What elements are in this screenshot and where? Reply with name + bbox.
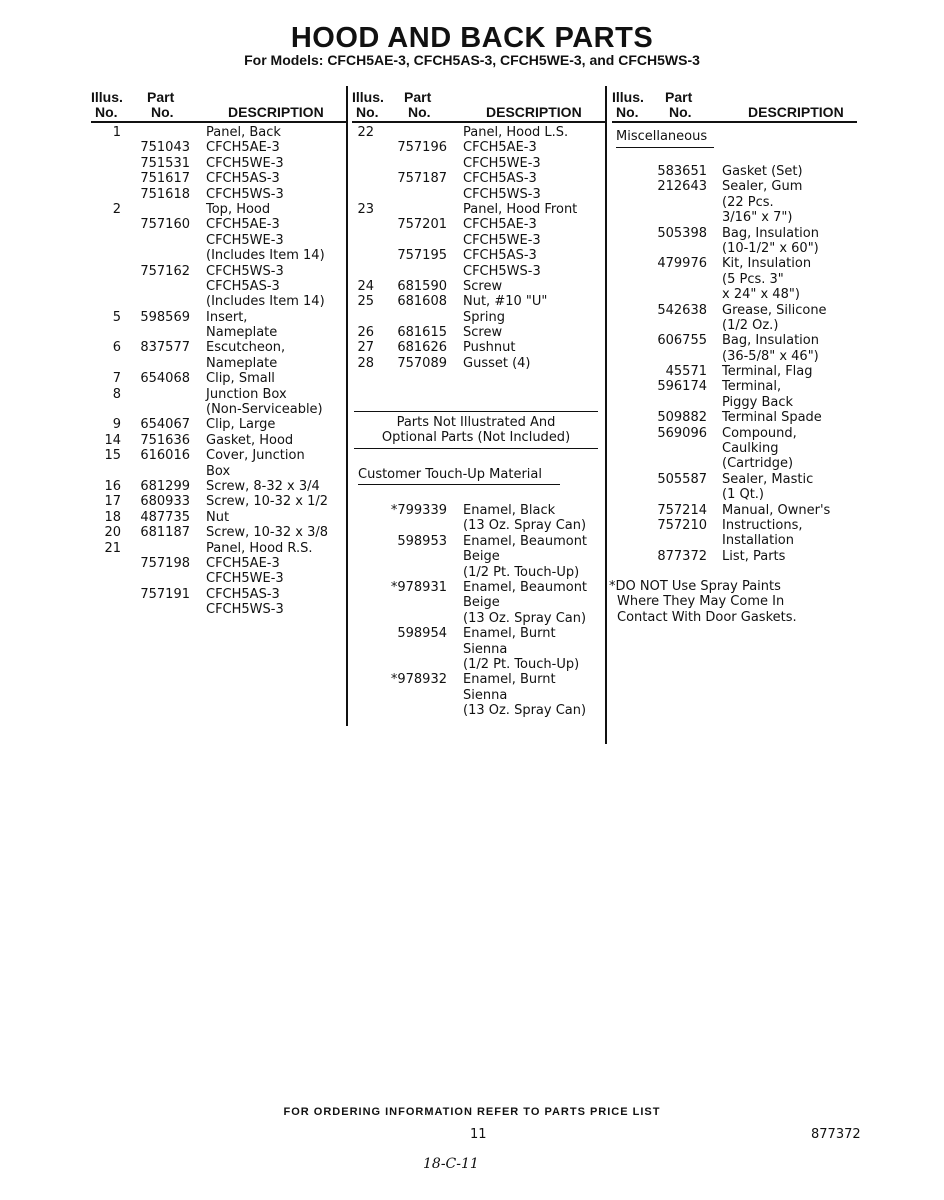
- part-description: Nameplate: [206, 355, 278, 371]
- page-title: HOOD AND BACK PARTS: [290, 22, 654, 54]
- parts-row: [91, 602, 345, 617]
- part-description: Screw: [463, 278, 503, 294]
- parts-row: [352, 140, 604, 155]
- parts-row: [352, 580, 604, 595]
- parts-row: [352, 279, 604, 294]
- part-description: Nameplate: [206, 325, 278, 341]
- part-number: 757201: [397, 217, 447, 233]
- touchup-list: [352, 503, 604, 718]
- parts-row: [352, 549, 604, 564]
- part-number: 680933: [140, 494, 190, 510]
- col3-description-header: DESCRIPTION: [748, 104, 844, 120]
- part-description: Terminal,: [722, 379, 782, 395]
- illus-number: 9: [112, 417, 121, 433]
- part-description: (1/2 Pt. Touch-Up): [463, 656, 580, 672]
- illus-number: 17: [104, 494, 121, 510]
- illus-number: 15: [104, 448, 121, 464]
- part-description: CFCH5WS-3: [206, 186, 284, 202]
- part-description: (13 Oz. Spray Can): [463, 610, 587, 626]
- part-description: Bag, Insulation: [722, 225, 819, 241]
- illus-number: 25: [357, 294, 374, 310]
- parts-row: [91, 525, 345, 540]
- parts-row: [612, 379, 857, 394]
- col3-header-rule: [612, 121, 857, 123]
- parts-row: [91, 140, 345, 155]
- part-description: Piggy Back: [722, 394, 794, 410]
- part-number: 681299: [140, 478, 190, 494]
- parts-row: [91, 125, 345, 140]
- col3-part-header: Part No.: [665, 89, 693, 120]
- part-number: 606755: [657, 333, 707, 349]
- parts-row: [612, 503, 857, 518]
- part-description: Clip, Large: [206, 417, 276, 433]
- parts-row: [352, 657, 604, 672]
- parts-row: [91, 325, 345, 340]
- part-description: Terminal, Flag: [722, 364, 813, 380]
- parts-row: [352, 248, 604, 263]
- col2-part-header: Part No.: [404, 89, 432, 120]
- col1-illus-header: Illus. No.: [91, 89, 123, 120]
- part-description: Gasket, Hood: [206, 432, 294, 448]
- illus-number: 2: [112, 201, 121, 217]
- part-number: 751618: [140, 186, 190, 202]
- parts-row: [91, 494, 345, 509]
- parts-row: [91, 464, 345, 479]
- part-description: (1/2 Oz.): [722, 317, 779, 333]
- part-description: Sienna: [463, 641, 508, 657]
- part-description: CFCH5AS-3: [206, 171, 280, 187]
- part-description: Enamel, Black: [463, 503, 556, 518]
- parts-row: [612, 518, 857, 533]
- parts-row: [352, 264, 604, 279]
- parts-row: [352, 503, 604, 518]
- parts-row: [352, 626, 604, 641]
- part-description: Grease, Silicone: [722, 302, 827, 318]
- part-number: 654067: [140, 417, 190, 433]
- parts-row: [91, 556, 345, 571]
- parts-row: [91, 279, 345, 294]
- part-description: Panel, Back: [206, 125, 281, 140]
- parts-row: [91, 571, 345, 586]
- part-description: Caulking: [722, 441, 779, 457]
- part-description: (Non-Serviceable): [206, 402, 323, 418]
- part-description: Sienna: [463, 687, 508, 703]
- touchup-heading-rule: [358, 484, 560, 485]
- part-number: 505587: [657, 471, 707, 487]
- part-number: 598954: [397, 626, 447, 642]
- parts-row: [91, 402, 345, 417]
- parts-row: [91, 248, 345, 263]
- illus-number: 22: [357, 125, 374, 140]
- parts-row: [352, 171, 604, 186]
- parts-row: [91, 187, 345, 202]
- part-description: (22 Pcs.: [722, 194, 774, 210]
- part-description: CFCH5AE-3: [206, 555, 280, 571]
- parts-row: [352, 125, 604, 140]
- part-number: *978932: [390, 672, 447, 688]
- parts-row: [91, 448, 345, 463]
- part-description: CFCH5AS-3: [206, 586, 280, 602]
- col1-header-rule: [91, 121, 346, 123]
- parts-row: [91, 510, 345, 525]
- part-number: 757187: [397, 171, 447, 187]
- part-number: 598569: [140, 309, 190, 325]
- part-description: (5 Pcs. 3": [722, 271, 784, 287]
- illus-number: 16: [104, 478, 121, 494]
- part-number: 654068: [140, 371, 190, 387]
- parts-row: [91, 340, 345, 355]
- parts-row: [612, 472, 857, 487]
- illus-number: 6: [112, 340, 121, 356]
- part-number: 596174: [657, 379, 707, 395]
- part-description: Gusset (4): [463, 355, 531, 371]
- part-description: Terminal Spade: [722, 410, 822, 426]
- misc-heading-rule: [616, 147, 714, 148]
- ordering-footer: FOR ORDERING INFORMATION REFER TO PARTS PRICE LIST: [283, 1106, 661, 1118]
- part-number: 757191: [140, 586, 190, 602]
- page-number: 11: [470, 1127, 487, 1142]
- part-number: 757198: [140, 555, 190, 571]
- touchup-heading: Customer Touch-Up Material: [358, 467, 542, 482]
- parts-row: [91, 264, 345, 279]
- handwritten-note: 18-C-11: [423, 1156, 479, 1172]
- parts-row: [91, 294, 345, 309]
- part-description: (1/2 Pt. Touch-Up): [463, 564, 580, 580]
- part-description: Screw, 10-32 x 1/2: [206, 494, 329, 510]
- illus-number: 8: [112, 386, 121, 402]
- part-number: 757210: [657, 517, 707, 533]
- part-number: 757196: [397, 140, 447, 156]
- part-description: Pushnut: [463, 340, 516, 356]
- part-description: CFCH5WS-3: [463, 186, 541, 202]
- part-number: 681615: [397, 325, 447, 341]
- part-description: (Includes Item 14): [206, 294, 325, 310]
- part-description: Bag, Insulation: [722, 333, 819, 349]
- part-description: Sealer, Mastic: [722, 471, 814, 487]
- not-included-top-rule: [354, 411, 598, 412]
- col-divider-1: [346, 86, 348, 726]
- part-number: *978931: [390, 579, 447, 595]
- parts-row: [91, 541, 345, 556]
- parts-row: [91, 371, 345, 386]
- parts-row: [352, 187, 604, 202]
- illus-number: 5: [112, 309, 121, 325]
- parts-row: [612, 426, 857, 441]
- parts-row: [352, 611, 604, 626]
- part-number: 681187: [140, 525, 190, 541]
- parts-row: [352, 642, 604, 657]
- col1-parts-list: [91, 125, 345, 618]
- parts-row: [352, 202, 604, 217]
- parts-row: [91, 387, 345, 402]
- parts-row: [91, 417, 345, 432]
- parts-row: [352, 294, 604, 309]
- col3-illus-header: Illus. No.: [612, 89, 644, 120]
- part-description: CFCH5AS-3: [206, 278, 280, 294]
- illus-number: 7: [112, 371, 121, 387]
- part-description: Enamel, Burnt: [463, 626, 556, 642]
- parts-row: [612, 179, 857, 194]
- parts-row: [612, 395, 857, 410]
- part-number: 757214: [657, 502, 707, 518]
- part-description: CFCH5AE-3: [206, 140, 280, 156]
- parts-row: [612, 195, 857, 210]
- part-description: Enamel, Beaumont: [463, 579, 588, 595]
- part-number: 505398: [657, 225, 707, 241]
- parts-row: [91, 587, 345, 602]
- parts-row: [352, 672, 604, 687]
- parts-row: [612, 410, 857, 425]
- illus-number: 1: [112, 125, 121, 140]
- parts-row: [612, 441, 857, 456]
- parts-row: [612, 364, 857, 379]
- part-description: Nut, #10 "U": [463, 294, 548, 310]
- part-number: 583651: [657, 164, 707, 179]
- part-description: Screw, 10-32 x 3/8: [206, 525, 329, 541]
- part-description: (36-5/8" x 46"): [722, 348, 819, 364]
- part-description: Nut: [206, 509, 230, 525]
- part-description: (Includes Item 14): [206, 248, 325, 264]
- part-description: Installation: [722, 533, 795, 549]
- col2-illus-header: Illus. No.: [352, 89, 384, 120]
- parts-row: [612, 318, 857, 333]
- part-description: Clip, Small: [206, 371, 275, 387]
- document-number: 877372: [811, 1127, 861, 1142]
- models-subtitle: For Models: CFCH5AE-3, CFCH5AS-3, CFCH5WE-3, and CFCH5WS-3: [244, 52, 700, 68]
- parts-row: [91, 202, 345, 217]
- part-description: Sealer, Gum: [722, 179, 803, 195]
- part-description: CFCH5WS-3: [463, 263, 541, 279]
- col1-description-header: DESCRIPTION: [228, 104, 324, 120]
- parts-row: [91, 433, 345, 448]
- parts-row: [352, 233, 604, 248]
- illus-number: 24: [357, 278, 374, 294]
- parts-row: [352, 688, 604, 703]
- part-description: Panel, Hood L.S.: [463, 125, 569, 140]
- parts-row: [352, 518, 604, 533]
- part-number: 877372: [657, 548, 707, 564]
- parts-row: [91, 310, 345, 325]
- part-description: Beige: [463, 595, 500, 611]
- part-description: Insert,: [206, 309, 248, 325]
- part-number: 757162: [140, 263, 190, 279]
- parts-row: [612, 241, 857, 256]
- part-number: 751617: [140, 171, 190, 187]
- part-description: Kit, Insulation: [722, 256, 812, 272]
- part-description: (13 Oz. Spray Can): [463, 703, 587, 719]
- part-number: 479976: [657, 256, 707, 272]
- part-description: (13 Oz. Spray Can): [463, 518, 587, 534]
- parts-row: [612, 210, 857, 225]
- illus-number: 21: [104, 540, 121, 556]
- parts-row: [612, 349, 857, 364]
- parts-row: [612, 256, 857, 271]
- part-description: Top, Hood: [206, 201, 271, 217]
- part-description: CFCH5AS-3: [463, 171, 537, 187]
- parts-row: [352, 703, 604, 718]
- part-number: 837577: [140, 340, 190, 356]
- part-description: Box: [206, 463, 231, 479]
- part-number: 212643: [657, 179, 707, 195]
- parts-row: [352, 356, 604, 371]
- parts-row: [612, 487, 857, 502]
- part-number: 509882: [657, 410, 707, 426]
- parts-row: [612, 533, 857, 548]
- parts-row: [352, 310, 604, 325]
- part-description: CFCH5WE-3: [206, 232, 284, 248]
- part-description: (10-1/2" x 60"): [722, 240, 819, 256]
- parts-row: [91, 233, 345, 248]
- parts-row: [352, 325, 604, 340]
- misc-heading: Miscellaneous: [616, 129, 708, 144]
- part-description: Beige: [463, 549, 500, 565]
- part-number: *799339: [390, 503, 447, 518]
- part-description: (Cartridge): [722, 456, 794, 472]
- parts-row: [352, 340, 604, 355]
- part-description: Spring: [463, 309, 505, 325]
- part-number: 751636: [140, 432, 190, 448]
- part-description: Junction Box: [206, 386, 287, 402]
- col1-part-header: Part No.: [147, 89, 175, 120]
- illus-number: 26: [357, 325, 374, 341]
- part-number: 45571: [665, 364, 707, 380]
- parts-row: [91, 156, 345, 171]
- parts-row: [352, 217, 604, 232]
- illus-number: 20: [104, 525, 121, 541]
- illus-number: 18: [104, 509, 121, 525]
- part-number: 751531: [140, 155, 190, 171]
- part-description: CFCH5AE-3: [463, 217, 537, 233]
- part-description: Enamel, Beaumont: [463, 533, 588, 549]
- col2-header-rule: [352, 121, 606, 123]
- part-description: Compound,: [722, 425, 797, 441]
- part-description: CFCH5WE-3: [206, 155, 284, 171]
- parts-row: [612, 549, 857, 564]
- part-description: Escutcheon,: [206, 340, 286, 356]
- parts-row: [612, 272, 857, 287]
- part-number: 681590: [397, 278, 447, 294]
- part-description: Screw, 8-32 x 3/4: [206, 478, 320, 494]
- parts-row: [612, 226, 857, 241]
- parts-row: [352, 565, 604, 580]
- spray-paint-warning: *DO NOT Use Spray Paints Where They May Come In Contact With Door Gaskets.: [609, 579, 797, 625]
- part-number: 681608: [397, 294, 447, 310]
- part-description: Enamel, Burnt: [463, 672, 556, 688]
- parts-row: [352, 595, 604, 610]
- part-description: CFCH5AS-3: [463, 248, 537, 264]
- part-description: Screw: [463, 325, 503, 341]
- part-number: 757089: [397, 355, 447, 371]
- parts-row: [612, 456, 857, 471]
- part-description: CFCH5AE-3: [206, 217, 280, 233]
- part-number: 757160: [140, 217, 190, 233]
- part-description: CFCH5AE-3: [463, 140, 537, 156]
- parts-row: [91, 217, 345, 232]
- part-description: CFCH5WE-3: [463, 155, 541, 171]
- parts-row: [612, 333, 857, 348]
- part-number: 569096: [657, 425, 707, 441]
- illus-number: 14: [104, 432, 121, 448]
- parts-row: [91, 171, 345, 186]
- part-number: 757195: [397, 248, 447, 264]
- part-description: Panel, Hood R.S.: [206, 540, 313, 556]
- not-included-note: Parts Not Illustrated And Optional Parts (Not Included): [381, 415, 571, 446]
- parts-row: [352, 156, 604, 171]
- col2-parts-list: [352, 125, 604, 371]
- col2-description-header: DESCRIPTION: [486, 104, 582, 120]
- part-description: Cover, Junction: [206, 448, 305, 464]
- part-number: 542638: [657, 302, 707, 318]
- part-description: CFCH5WE-3: [463, 232, 541, 248]
- parts-row: [612, 164, 857, 179]
- illus-number: 23: [357, 201, 374, 217]
- misc-list: [612, 164, 857, 564]
- illus-number: 27: [357, 340, 374, 356]
- part-number: 681626: [397, 340, 447, 356]
- part-description: (1 Qt.): [722, 487, 765, 503]
- part-number: 751043: [140, 140, 190, 156]
- part-description: 3/16" x 7"): [722, 210, 793, 226]
- parts-row: [612, 303, 857, 318]
- part-description: CFCH5WE-3: [206, 571, 284, 587]
- parts-row: [91, 356, 345, 371]
- illus-number: 28: [357, 355, 374, 371]
- part-description: CFCH5WS-3: [206, 263, 284, 279]
- part-description: x 24" x 48"): [722, 287, 800, 303]
- part-description: Instructions,: [722, 517, 803, 533]
- part-description: Panel, Hood Front: [463, 201, 578, 217]
- part-description: CFCH5WS-3: [206, 602, 284, 618]
- parts-row: [612, 287, 857, 302]
- part-number: 598953: [397, 533, 447, 549]
- part-description: List, Parts: [722, 548, 786, 564]
- not-included-bottom-rule: [354, 448, 598, 449]
- col-divider-2: [605, 86, 607, 744]
- parts-row: [91, 479, 345, 494]
- part-description: Manual, Owner's: [722, 502, 831, 518]
- part-number: 487735: [140, 509, 190, 525]
- part-number: 616016: [140, 448, 190, 464]
- part-description: Gasket (Set): [722, 164, 803, 179]
- parts-row: [352, 534, 604, 549]
